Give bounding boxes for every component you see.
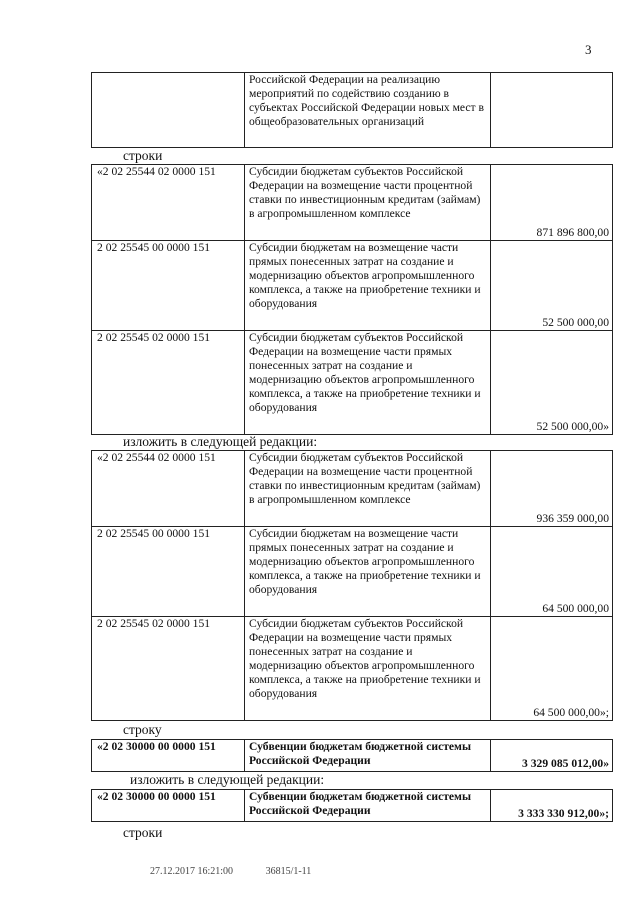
name-cell: Субсидии бюджетам на возмещение части прямых понесенных затрат на создание и модернизацию объектов агропромышленного комплекса, а также на приобретение техники и оборудования <box>245 241 491 331</box>
amount-cell: 3 333 330 912,00»; <box>491 790 613 822</box>
table-row <box>92 241 613 331</box>
table-row <box>92 165 613 241</box>
name-cell: Российской Федерации на реализацию мероприятий по содействию созданию в субъектах Российской Федерации новых мест в общеобразовательных организаций <box>245 73 491 148</box>
table-row <box>92 790 613 822</box>
code-cell: 2 02 25545 02 0000 151 <box>92 331 245 435</box>
code-cell: 2 02 25545 00 0000 151 <box>92 241 245 331</box>
paragraph-lines: строки <box>123 825 163 840</box>
budget-table-new <box>91 450 613 721</box>
name-cell: Субсидии бюджетам субъектов Российской Федерации на возмещение части прямых понесенных затрат на создание и модернизацию объектов агропромышленного комплекса, а также на приобретение техники и оборудования <box>245 617 491 721</box>
code-cell <box>92 73 245 148</box>
paragraph-strokes: строки <box>123 148 163 163</box>
code-cell: «2 02 25544 02 0000 151 <box>92 451 245 527</box>
amount-cell: 64 500 000,00»; <box>491 617 613 721</box>
table-row <box>92 740 613 772</box>
subvention-table-new <box>91 789 613 822</box>
amount-cell: 52 500 000,00 <box>491 241 613 331</box>
table-row <box>92 527 613 617</box>
code-cell: 2 02 25545 00 0000 151 <box>92 527 245 617</box>
footer-date: 27.12.2017 16:21:00 <box>150 866 234 877</box>
amount-cell <box>491 73 613 148</box>
paragraph-edit-1: изложить в следующей редакции: <box>123 434 318 449</box>
footer-stamp <box>150 866 341 877</box>
table-row <box>92 451 613 527</box>
name-cell: Субсидии бюджетам субъектов Российской Федерации на возмещение части прямых понесенных затрат на создание и модернизацию объектов агропромышленного комплекса, а также на приобретение техники и оборудования <box>245 331 491 435</box>
name-cell: Субсидии бюджетам на возмещение части прямых понесенных затрат на создание и модернизацию объектов агропромышленного комплекса, а также на приобретение техники и оборудования <box>245 527 491 617</box>
code-cell: «2 02 30000 00 0000 151 <box>92 740 245 772</box>
table-row <box>92 617 613 721</box>
budget-table-old <box>91 164 613 435</box>
amount-cell: 64 500 000,00 <box>491 527 613 617</box>
code-cell: «2 02 30000 00 0000 151 <box>92 790 245 822</box>
table-row <box>92 331 613 435</box>
amount-cell: 3 329 085 012,00» <box>491 740 613 772</box>
paragraph-row: строку <box>123 722 162 737</box>
page-number: 3 <box>585 42 592 57</box>
paragraph-edit-2: изложить в следующей редакции: <box>130 772 325 787</box>
continuation-table <box>91 72 613 148</box>
name-cell: Субвенции бюджетам бюджетной системы Российской Федерации <box>245 790 491 822</box>
table-row <box>92 73 613 148</box>
amount-cell: 52 500 000,00» <box>491 331 613 435</box>
name-cell: Субсидии бюджетам субъектов Российской Федерации на возмещение части процентной ставки по инвестиционным кредитам (займам) в агропромышленном комплексе <box>245 165 491 241</box>
footer-doc-number: 36815/1-11 <box>265 866 312 877</box>
amount-cell: 936 359 000,00 <box>491 451 613 527</box>
subvention-table-old <box>91 739 613 772</box>
name-cell: Субсидии бюджетам субъектов Российской Федерации на возмещение части процентной ставки по инвестиционным кредитам (займам) в агропромышленном комплексе <box>245 451 491 527</box>
amount-cell: 871 896 800,00 <box>491 165 613 241</box>
name-cell: Субвенции бюджетам бюджетной системы Российской Федерации <box>245 740 491 772</box>
code-cell: «2 02 25544 02 0000 151 <box>92 165 245 241</box>
code-cell: 2 02 25545 02 0000 151 <box>92 617 245 721</box>
